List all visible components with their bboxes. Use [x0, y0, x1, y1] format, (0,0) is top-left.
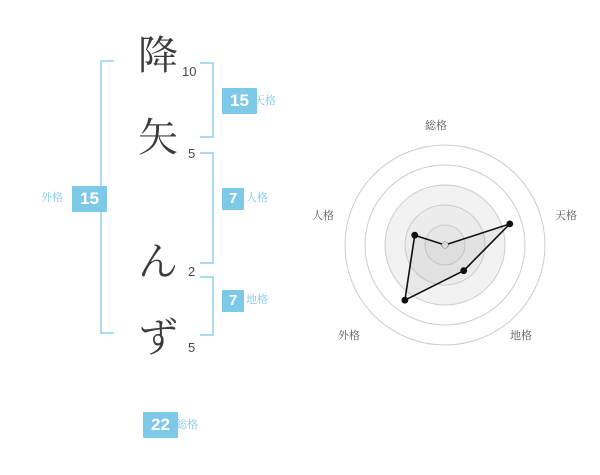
stroke-count-1: 10 [182, 64, 197, 79]
axis-label-soukaku: 総格 [425, 119, 447, 132]
chikaku-bracket [200, 276, 214, 336]
axis-label-jinkaku: 人格 [312, 209, 334, 222]
tenkaku-bracket [200, 62, 214, 138]
name-stroke-panel [0, 0, 300, 470]
name-character-2: 矢 [138, 115, 178, 161]
tenkaku-label: 天格 [254, 94, 276, 107]
stroke-count-4: 5 [188, 340, 196, 355]
stroke-count-2: 5 [188, 146, 196, 161]
jinkaku-label: 人格 [246, 191, 268, 204]
stroke-count-3: 2 [188, 264, 196, 279]
tenkaku-value-badge: 15 [222, 88, 257, 114]
jinkaku-bracket [200, 152, 214, 264]
jinkaku-value-badge: 7 [222, 188, 244, 210]
chikaku-value-badge: 7 [222, 290, 244, 312]
chikaku-label: 地格 [246, 293, 268, 306]
name-character-3: ん [138, 239, 178, 285]
soukaku-value-badge: 22 [143, 412, 178, 438]
radar-chart-panel [300, 0, 600, 470]
outer-label: 外格 [41, 191, 63, 204]
axis-label-gaikaku: 外格 [338, 329, 360, 342]
outer-value-badge: 15 [72, 186, 107, 212]
axis-label-tenkaku: 天格 [555, 209, 577, 222]
name-character-4: ず [138, 315, 178, 361]
name-character-1: 降 [138, 33, 178, 79]
radar-chart [300, 0, 600, 470]
soukaku-label: 総格 [176, 418, 198, 431]
axis-label-chikaku: 地格 [510, 329, 532, 342]
